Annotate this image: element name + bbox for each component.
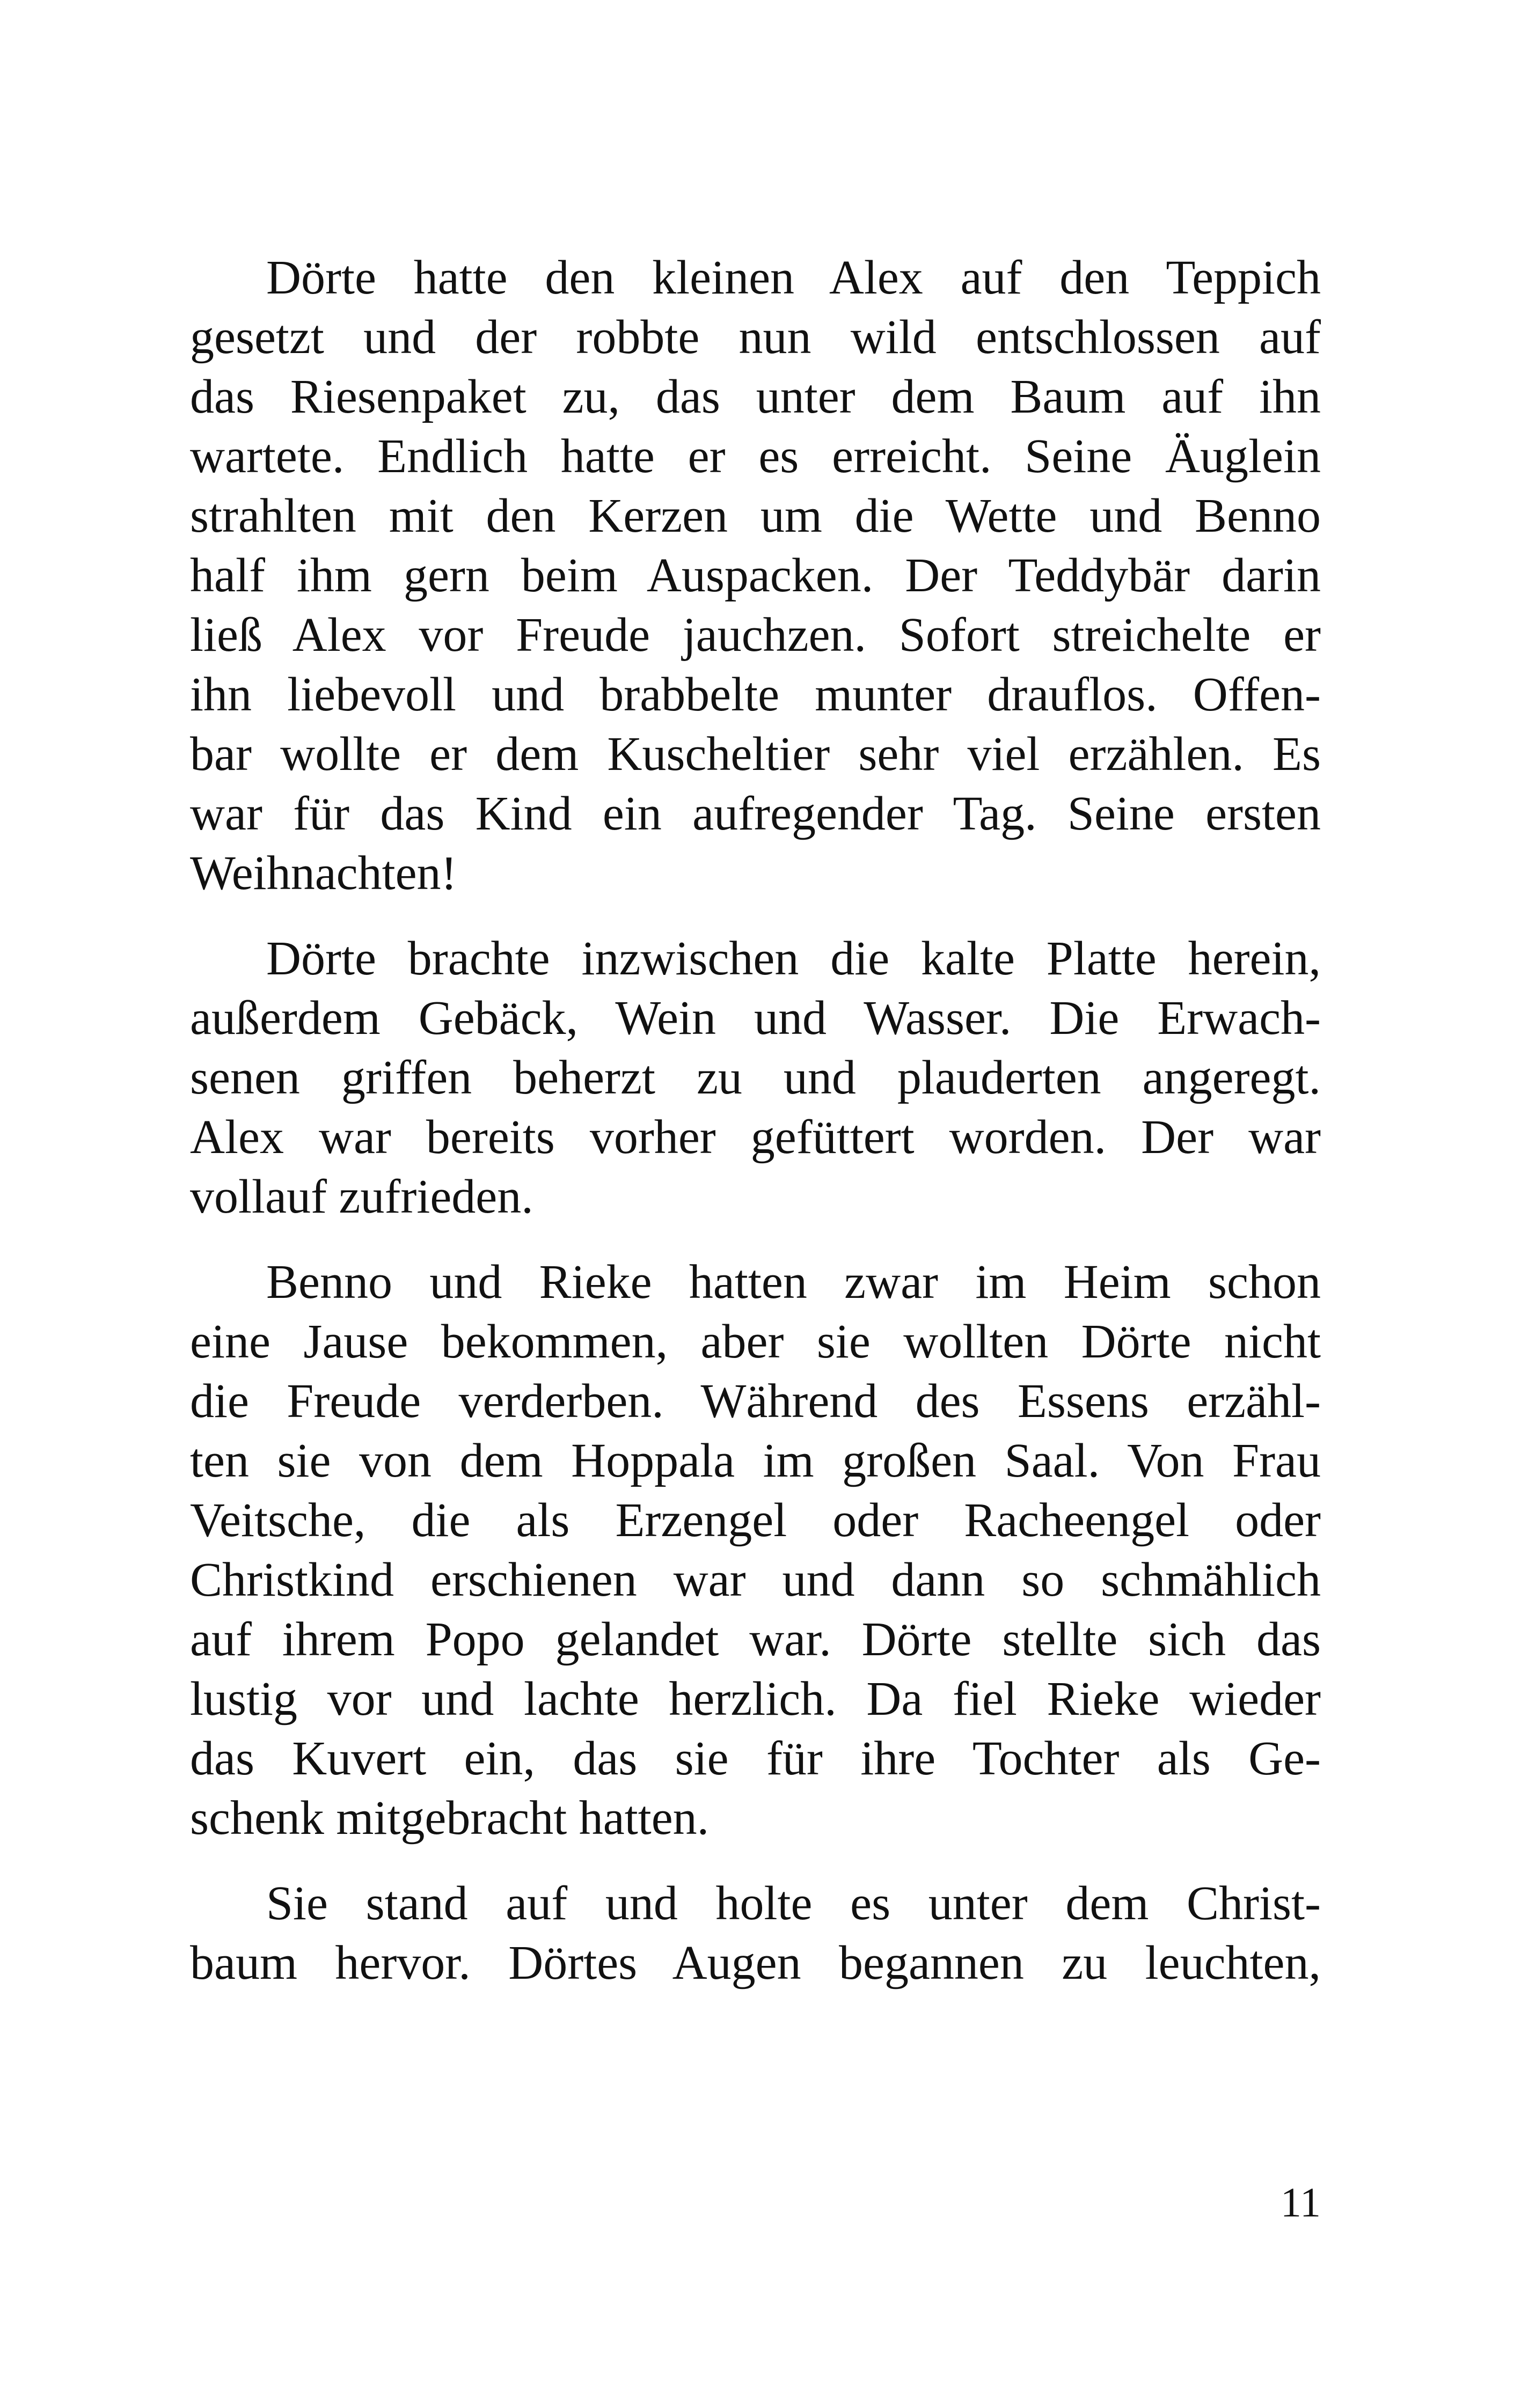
text-line: Dörte brachte inzwischen die kalte Platte herein, [266, 932, 1321, 985]
text-line: Sie stand auf und holte es unter dem Christ- [266, 1877, 1321, 1930]
paragraph-4 [190, 1874, 1321, 1993]
text-line: strahlten mit den Kerzen um die Wette und Benno [190, 489, 1321, 542]
text-line: war für das Kind ein aufregender Tag. Seine ersten [190, 787, 1321, 840]
text-line: gesetzt und der robbte nun wild entschlossen auf [190, 311, 1321, 364]
text-line: schenk mitgebracht hatten. [190, 1792, 710, 1845]
page-number: 11 [1280, 2179, 1321, 2226]
paragraph-2 [190, 929, 1321, 1227]
text-line: Veitsche, die als Erzengel oder Racheengel oder [190, 1494, 1321, 1547]
text-line: Alex war bereits vorher gefüttert worden. Der war [190, 1111, 1321, 1164]
text-line: Christkind erschienen war und dann so schmählich [190, 1553, 1321, 1606]
text-line: auf ihrem Popo gelandet war. Dörte stellte sich das [190, 1613, 1321, 1666]
text-line: das Riesenpaket zu, das unter dem Baum auf ihn [190, 370, 1321, 423]
text-line: außerdem Gebäck, Wein und Wasser. Die Erwach- [190, 992, 1321, 1045]
text-line: ten sie von dem Hoppala im großen Saal. Von Frau [190, 1434, 1321, 1487]
text-line: bar wollte er dem Kuscheltier sehr viel erzählen. Es [190, 728, 1321, 781]
text-line: Weihnachten! [190, 847, 457, 900]
text-line: eine Jause bekommen, aber sie wollten Dörte nicht [190, 1315, 1321, 1368]
text-line: ließ Alex vor Freude jauchzen. Sofort streichelte er [190, 608, 1321, 662]
text-line: vollauf zufrieden. [190, 1170, 533, 1223]
paragraph-3 [190, 1252, 1321, 1848]
text-line: Benno und Rieke hatten zwar im Heim schon [266, 1256, 1321, 1309]
text-line: wartete. Endlich hatte er es erreicht. Seine Äuglein [190, 430, 1321, 483]
body-text [190, 248, 1321, 2018]
text-line: baum hervor. Dörtes Augen begannen zu leuchten, [190, 1936, 1321, 1989]
text-line: senen griffen beherzt zu und plauderten angeregt. [190, 1051, 1321, 1104]
text-line: lustig vor und lachte herzlich. Da fiel Rieke wieder [190, 1672, 1321, 1726]
text-line: Dörte hatte den kleinen Alex auf den Teppich [266, 251, 1321, 304]
paragraph-1 [190, 248, 1321, 903]
text-line: die Freude verderben. Während des Essens erzähl- [190, 1375, 1321, 1428]
text-line: half ihm gern beim Auspacken. Der Teddybär darin [190, 549, 1321, 602]
text-line: ihn liebevoll und brabbelte munter drauflos. Offen- [190, 668, 1321, 721]
text-line: das Kuvert ein, das sie für ihre Tochter als Ge- [190, 1732, 1321, 1785]
